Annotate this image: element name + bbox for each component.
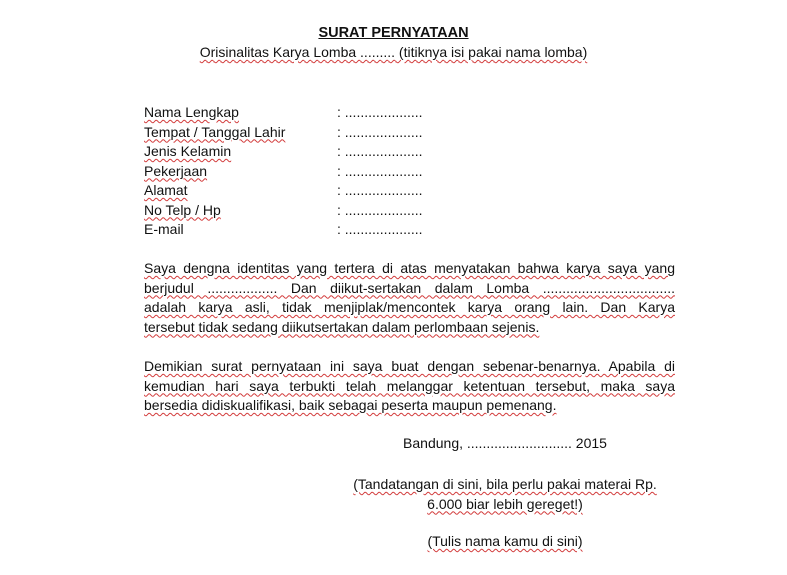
statement-paragraph: [144, 259, 675, 337]
signature-name: (Tulis nama kamu di sini): [427, 533, 583, 549]
signature-note-line: 6.000 biar lebih gereget!): [427, 495, 583, 512]
statement-line: adalah karya asli, tidak menjiplak/mencontek karya orang lain. Dan Karya: [144, 299, 675, 315]
field-value-gender: : ....................: [337, 143, 423, 159]
field-label-name: Nama Lengkap: [144, 104, 239, 120]
statement-line: Saya dengna identitas yang tertera di atas menyatakan bahwa karya saya yang: [144, 260, 675, 276]
signature-note-line: (Tandatangan di sini, bila perlu pakai materai Rp.: [353, 476, 657, 492]
field-value-job: : ....................: [337, 162, 423, 179]
closing-line: kemudian hari saya terbukti telah melanggar ketentuan tersebut, maka saya: [144, 377, 675, 394]
signature-note: [320, 475, 690, 514]
document-title: SURAT PERNYATAAN: [318, 25, 469, 41]
field-label-address: Alamat: [144, 182, 188, 198]
field-value-birth: : ....................: [337, 123, 423, 140]
closing-paragraph: [144, 357, 675, 416]
field-label-email: E-mail: [144, 221, 184, 237]
statement-line: tersebut tidak sedang diikutsertakan dalam perlombaan sejenis.: [144, 318, 540, 335]
field-label-job: Pekerjaan: [144, 162, 208, 179]
signature-date: Bandung, ........................... 2015: [403, 435, 607, 451]
closing-line: bersedia didiskualifikasi, baik sebagai peserta maupun pemenang.: [144, 397, 557, 413]
closing-line: Demikian surat pernyataan ini saya buat dengan sebenar-benarnya. Apabila di: [144, 358, 675, 374]
field-value-address: : ....................: [337, 182, 423, 198]
document-subtitle: Orisinalitas Karya Lomba ......... (titiknya isi pakai nama lomba): [199, 44, 588, 60]
field-label-phone: No Telp / Hp: [144, 201, 221, 218]
statement-line: berjudul .................. Dan diikut-sertakan dalam Lomba ..................................: [144, 279, 675, 296]
field-value-email: : ....................: [337, 221, 423, 237]
field-value-phone: : ....................: [337, 201, 423, 218]
field-label-gender: Jenis Kelamin: [144, 143, 232, 159]
field-value-name: : ....................: [337, 104, 423, 120]
field-label-birth: Tempat / Tanggal Lahir: [144, 123, 286, 140]
